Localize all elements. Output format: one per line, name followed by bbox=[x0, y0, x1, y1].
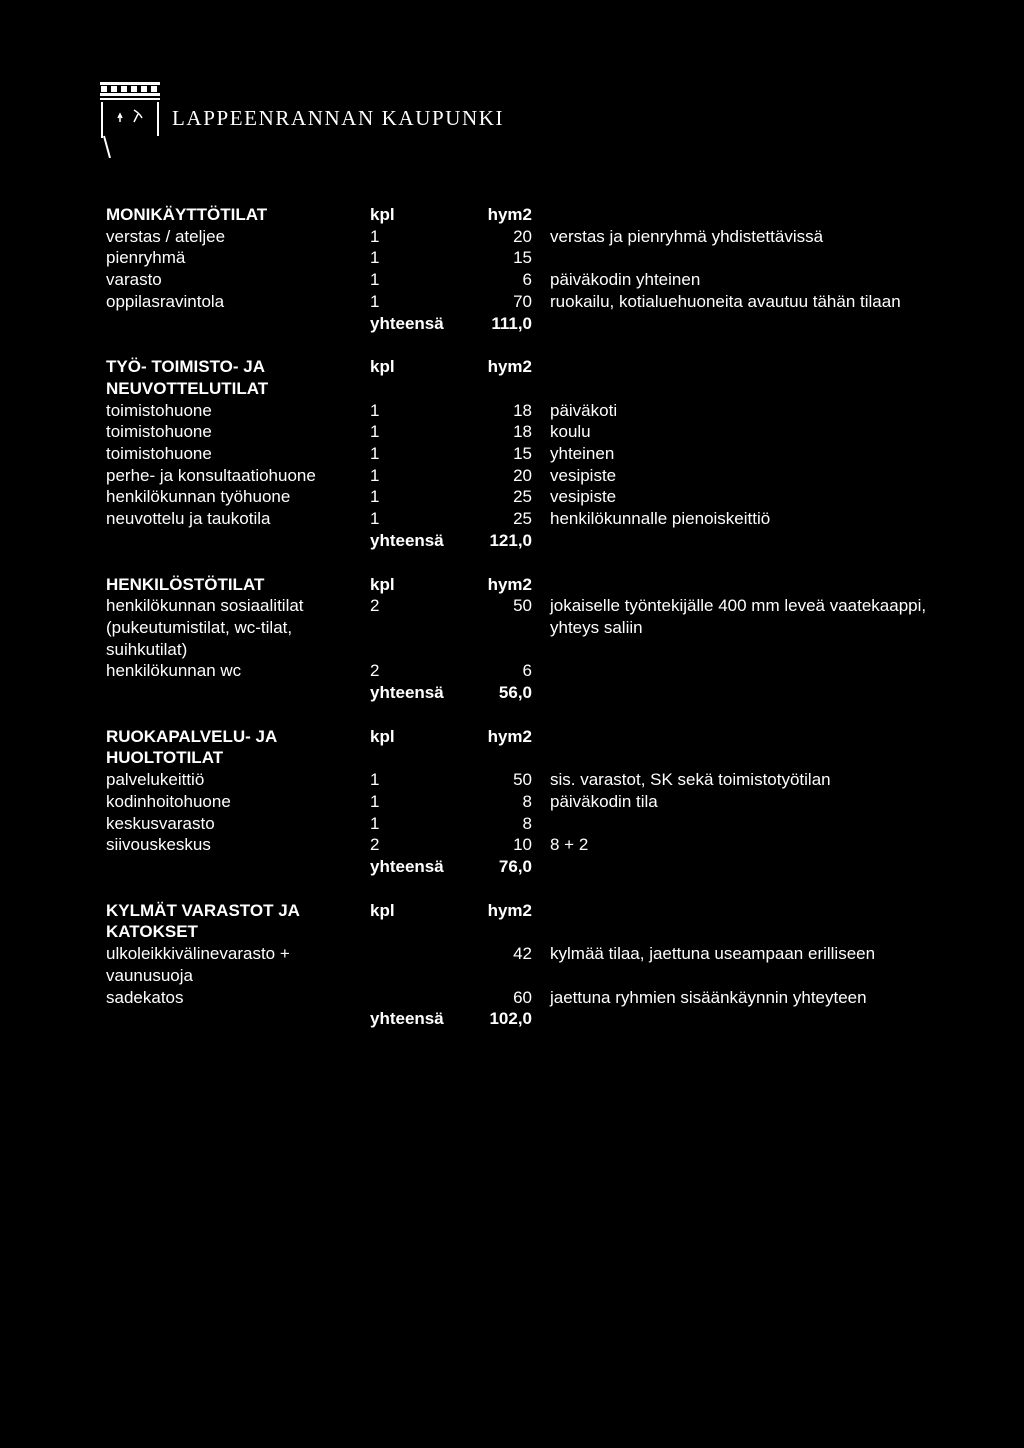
room-note: päiväkodin tila bbox=[550, 791, 658, 811]
room-area: 10 bbox=[513, 835, 532, 855]
room-note: yhteinen bbox=[550, 444, 615, 464]
section-total bbox=[106, 313, 935, 335]
section-title: RUOKAPALVELU- JA HUOLTOTILAT bbox=[106, 726, 277, 768]
table-row bbox=[106, 595, 935, 660]
room-count: 1 bbox=[370, 400, 380, 420]
total-label: yhteensä bbox=[370, 313, 444, 333]
room-note: vesipiste bbox=[550, 487, 617, 507]
room-count: 2 bbox=[370, 596, 380, 616]
room-count: 1 bbox=[370, 291, 380, 311]
room-area: 15 bbox=[513, 444, 532, 464]
room-note: vesipiste bbox=[550, 465, 617, 485]
spacer-cell bbox=[532, 247, 550, 269]
room-area: 25 bbox=[513, 487, 532, 507]
spacer-cell bbox=[532, 465, 550, 487]
table-row bbox=[106, 791, 935, 813]
room-note: henkilökunnalle pienoiskeittiö bbox=[550, 509, 771, 529]
table-row bbox=[106, 291, 935, 313]
room-name: toimistohuone bbox=[106, 422, 212, 442]
spacer-cell bbox=[532, 291, 550, 313]
total-value: 111,0 bbox=[491, 313, 532, 333]
section-title: TYÖ- TOIMISTO- JA NEUVOTTELUTILAT bbox=[106, 357, 269, 398]
table-row bbox=[106, 987, 935, 1009]
spacer-cell bbox=[532, 204, 550, 226]
room-area: 8 bbox=[522, 791, 532, 811]
section-total bbox=[106, 682, 935, 704]
total-label: yhteensä bbox=[370, 1009, 444, 1029]
room-area: 60 bbox=[513, 987, 532, 1007]
column-header-kpl: kpl bbox=[370, 205, 395, 224]
table-row bbox=[106, 269, 935, 291]
spacer-cell bbox=[550, 726, 935, 769]
spacer-cell bbox=[532, 443, 550, 465]
table-row bbox=[106, 943, 935, 986]
room-count: 1 bbox=[370, 248, 380, 268]
room-area: 18 bbox=[513, 422, 532, 442]
section-total bbox=[106, 856, 935, 878]
room-name: ulkoleikkivälinevarasto + vaunusuoja bbox=[106, 944, 290, 985]
section-total bbox=[106, 530, 935, 552]
spacer-cell bbox=[532, 400, 550, 422]
table-row bbox=[106, 465, 935, 487]
section-gap bbox=[106, 552, 935, 574]
organization-name: LAPPEENRANNAN KAUPUNKI bbox=[172, 106, 505, 130]
room-area: 20 bbox=[513, 226, 532, 246]
spacer-cell bbox=[106, 856, 370, 878]
spacer-cell bbox=[532, 834, 550, 856]
room-name: neuvottelu ja taukotila bbox=[106, 509, 271, 529]
room-count: 1 bbox=[370, 487, 380, 507]
room-name: keskusvarasto bbox=[106, 813, 215, 833]
column-header-kpl: kpl bbox=[370, 726, 395, 746]
room-area: 6 bbox=[522, 270, 532, 290]
table-row bbox=[106, 769, 935, 791]
total-label: yhteensä bbox=[370, 856, 444, 876]
room-note: verstas ja pienryhmä yhdistettävissä bbox=[550, 226, 824, 246]
total-value: 121,0 bbox=[489, 530, 532, 550]
room-count bbox=[370, 987, 450, 1009]
table-row bbox=[106, 660, 935, 682]
room-name: siivouskeskus bbox=[106, 835, 211, 855]
total-value: 56,0 bbox=[498, 683, 532, 703]
spacer-cell bbox=[532, 987, 550, 1009]
spacer-cell bbox=[532, 226, 550, 248]
spacer-cell bbox=[550, 900, 935, 943]
column-header-hym2: hym2 bbox=[487, 900, 532, 920]
section-header bbox=[106, 574, 935, 596]
spacer-cell bbox=[550, 204, 935, 226]
spacer-cell bbox=[550, 574, 935, 596]
spacer-cell bbox=[532, 682, 550, 704]
room-name: toimistohuone bbox=[106, 444, 212, 464]
spacer-cell bbox=[106, 313, 370, 335]
section-header bbox=[106, 900, 935, 943]
spacer-cell bbox=[532, 813, 550, 835]
room-count bbox=[370, 943, 450, 986]
table-row bbox=[106, 443, 935, 465]
spacer-cell bbox=[532, 726, 550, 769]
room-area: 70 bbox=[513, 291, 532, 311]
table-row bbox=[106, 834, 935, 856]
room-note: päiväkoti bbox=[550, 400, 618, 420]
spacer-cell bbox=[532, 486, 550, 508]
room-count: 1 bbox=[370, 791, 380, 811]
section-gap bbox=[106, 878, 935, 900]
room-note bbox=[550, 660, 935, 682]
room-count: 1 bbox=[370, 509, 380, 529]
table-row bbox=[106, 226, 935, 248]
column-header-hym2: hym2 bbox=[487, 726, 532, 746]
spacer-cell bbox=[532, 943, 550, 986]
column-header-hym2: hym2 bbox=[487, 574, 532, 594]
spacer-cell bbox=[106, 552, 935, 574]
room-area: 50 bbox=[513, 770, 532, 790]
total-value: 76,0 bbox=[498, 856, 532, 876]
room-note: sis. varastot, SK sekä toimistotyötilan bbox=[550, 770, 831, 790]
spacer-cell bbox=[550, 682, 935, 704]
spacer-cell bbox=[532, 574, 550, 596]
room-note: kylmää tilaa, jaettuna useampaan erilliseen bbox=[550, 944, 876, 964]
total-label: yhteensä bbox=[370, 683, 444, 703]
table-row bbox=[106, 508, 935, 530]
room-area: 6 bbox=[522, 661, 532, 681]
room-name: palvelukeittiö bbox=[106, 770, 205, 790]
room-name: pienryhmä bbox=[106, 248, 186, 268]
room-name: henkilökunnan työhuone bbox=[106, 487, 291, 507]
room-area: 15 bbox=[513, 248, 532, 268]
room-name: henkilökunnan wc bbox=[106, 661, 242, 681]
room-area: 25 bbox=[513, 509, 532, 529]
room-count: 1 bbox=[370, 770, 380, 790]
room-count: 1 bbox=[370, 813, 380, 833]
city-crest-logo-icon bbox=[98, 78, 162, 158]
room-note: 8 + 2 bbox=[550, 835, 589, 855]
room-count: 1 bbox=[370, 444, 380, 464]
section-header bbox=[106, 204, 935, 226]
room-area: 50 bbox=[513, 596, 532, 616]
column-header-hym2: hym2 bbox=[487, 205, 532, 224]
room-area: 20 bbox=[513, 465, 532, 485]
spacer-cell bbox=[532, 1008, 550, 1030]
table-row bbox=[106, 486, 935, 508]
room-note: jokaiselle työntekijälle 400 mm leveä vaatekaappi, yhteys saliin bbox=[550, 596, 927, 637]
section-total bbox=[106, 1008, 935, 1030]
spacer-cell bbox=[532, 769, 550, 791]
room-note: jaettuna ryhmien sisäänkäynnin yhteyteen bbox=[550, 987, 867, 1007]
table-row bbox=[106, 813, 935, 835]
table-row bbox=[106, 400, 935, 422]
room-count: 2 bbox=[370, 661, 380, 681]
section-gap bbox=[106, 334, 935, 356]
spacer-cell bbox=[106, 704, 935, 726]
room-note: koulu bbox=[550, 422, 591, 442]
room-note bbox=[550, 247, 935, 269]
column-header-kpl: kpl bbox=[370, 900, 395, 920]
spacer-cell bbox=[532, 508, 550, 530]
column-header-hym2: hym2 bbox=[487, 357, 532, 377]
room-name: varasto bbox=[106, 270, 162, 290]
spacer-cell bbox=[550, 530, 935, 552]
room-area: 42 bbox=[513, 944, 532, 964]
spacer-cell bbox=[106, 878, 935, 900]
section-title: KYLMÄT VARASTOT JA KATOKSET bbox=[106, 900, 300, 942]
spacer-cell bbox=[550, 1008, 935, 1030]
spacer-cell bbox=[550, 856, 935, 878]
room-count: 1 bbox=[370, 465, 380, 485]
spacer-cell bbox=[532, 856, 550, 878]
section-header bbox=[106, 726, 935, 769]
room-name: perhe- ja konsultaatiohuone bbox=[106, 465, 316, 485]
spacer-cell bbox=[532, 595, 550, 660]
room-count: 1 bbox=[370, 226, 380, 246]
spacer-cell bbox=[106, 1008, 370, 1030]
section-title: MONIKÄYTTÖTILAT bbox=[106, 205, 268, 224]
spacer-cell bbox=[532, 660, 550, 682]
room-note: ruokailu, kotialuehuoneita avautuu tähän tilaan bbox=[550, 291, 901, 311]
table-row bbox=[106, 247, 935, 269]
spacer-cell bbox=[106, 334, 935, 356]
table-row bbox=[106, 421, 935, 443]
spacer-cell bbox=[550, 356, 935, 399]
room-area: 8 bbox=[522, 813, 532, 833]
spacer-cell bbox=[532, 269, 550, 291]
column-header-kpl: kpl bbox=[370, 574, 395, 594]
room-name: oppilasravintola bbox=[106, 291, 225, 311]
spacer-cell bbox=[532, 356, 550, 399]
section-gap bbox=[106, 704, 935, 726]
spacer-cell bbox=[532, 313, 550, 335]
room-name: toimistohuone bbox=[106, 400, 212, 420]
section-title: HENKILÖSTÖTILAT bbox=[106, 574, 265, 594]
room-name: henkilökunnan sosiaalitilat (pukeutumistilat, wc-tilat, suihkutilat) bbox=[106, 596, 304, 659]
room-area: 18 bbox=[513, 400, 532, 420]
column-header-kpl: kpl bbox=[370, 357, 395, 377]
room-count: 2 bbox=[370, 835, 380, 855]
spacer-cell bbox=[106, 682, 370, 704]
spacer-cell bbox=[532, 530, 550, 552]
room-name: verstas / ateljee bbox=[106, 226, 226, 246]
total-value: 102,0 bbox=[489, 1009, 532, 1029]
space-program-table bbox=[106, 204, 936, 1030]
total-label: yhteensä bbox=[370, 530, 444, 550]
section-header bbox=[106, 356, 935, 399]
spacer-cell bbox=[106, 530, 370, 552]
spacer-cell bbox=[532, 791, 550, 813]
room-note bbox=[550, 813, 935, 835]
room-count: 1 bbox=[370, 422, 380, 442]
room-name: kodinhoitohuone bbox=[106, 791, 231, 811]
spacer-cell bbox=[532, 900, 550, 943]
room-note: päiväkodin yhteinen bbox=[550, 270, 701, 290]
room-count: 1 bbox=[370, 270, 380, 290]
spacer-cell bbox=[550, 313, 935, 335]
spacer-cell bbox=[532, 421, 550, 443]
room-name: sadekatos bbox=[106, 987, 184, 1007]
